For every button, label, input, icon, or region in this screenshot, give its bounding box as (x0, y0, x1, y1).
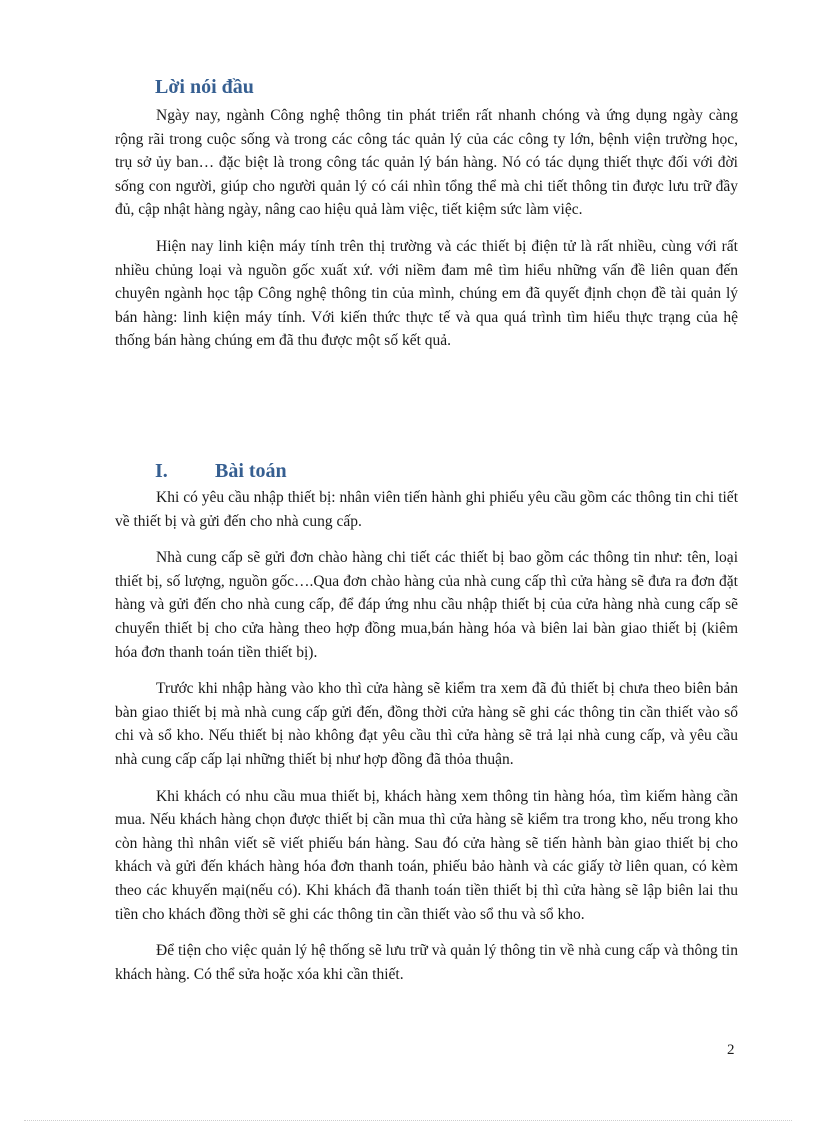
problem-heading-title: Bài toán (215, 460, 287, 482)
preface-section (115, 104, 738, 366)
preface-heading: Lời nói đầu (155, 76, 254, 98)
problem-heading-number: I. (155, 460, 168, 482)
problem-section (115, 486, 738, 999)
problem-paragraph: Khi có yêu cầu nhập thiết bị: nhân viên tiến hành ghi phiếu yêu cầu gồm các thông tin chi tiết về thiết bị và gửi đến cho nhà cung cấp. (115, 489, 738, 530)
problem-paragraph: Nhà cung cấp sẽ gửi đơn chào hàng chi tiết các thiết bị bao gồm các thông tin như: tên, loại thiết bị, số lượng, nguồn gốc….Qua đơn chào hàng của nhà cung cấp thì cửa hàng sẽ đưa ra đơn đặt hàng và gửi đến cho nhà cung cấp, để đáp ứng nhu cầu nhập thiết bị của cửa hàng nhà cung cấp sẽ chuyển thiết bị cho cửa hàng theo hợp đồng mua,bán hàng hóa và biên lai bàn giao thiết bị (kiêm hóa đơn thanh toán tiền thiết bị). (115, 549, 738, 661)
preface-paragraph: Ngày nay, ngành Công nghệ thông tin phát triển rất nhanh chóng và ứng dụng ngày càng rộng rãi trong cuộc sống và trong các công tác quản lý của các công ty lớn, bệnh viện trường học, trụ sở ủy ban… đặc biệt là trong công tác quản lý bán hàng. Nó có tác dụng thiết thực đối với đời sống con người, giúp cho người quản lý có cái nhìn tổng thể mà chi tiết thông tin được lưu trữ đầy đủ, cập nhật hàng ngày, nâng cao hiệu quả làm việc, tiết kiệm sức làm việc. (115, 107, 738, 219)
preface-paragraph: Hiện nay linh kiện máy tính trên thị trường và các thiết bị điện tử là rất nhiều, cùng với rất nhiều chủng loại và nguồn gốc xuất xứ. với niềm đam mê tìm hiểu những vấn đề liên quan đến chuyên ngành học tập Công nghệ thông tin của mình, chúng em đã quyết định chọn đề tài quản lý bán hàng: linh kiện máy tính. Với kiến thức thực tế và qua quá trình tìm hiểu thực trạng của hệ thống bán hàng chúng em đã thu được một số kết quả. (115, 237, 738, 350)
problem-paragraph: Khi khách có nhu cầu mua thiết bị, khách hàng xem thông tin hàng hóa, tìm kiếm hàng cần mua. Nếu khách hàng chọn được thiết bị cần mua thì cửa hàng sẽ kiểm tra trong kho, nếu trong kho còn hàng thì nhân viết sẽ viết phiếu bán hàng. Sau đó cửa hàng sẽ tiến hành bàn giao thiết bị cho khách và gửi đến khách hàng hóa đơn thanh toán, phiếu bảo hành và các giấy tờ liên quan, có kèm theo các khuyến mại(nếu có). Khi khách đã thanh toán tiền thiết bị thì cửa hàng sẽ lập biên lai thu tiền cho khách đồng thời sẽ ghi các thông tin cần thiết vào sổ thu và sổ kho. (115, 787, 738, 923)
page-divider (24, 1120, 792, 1121)
problem-paragraph: Trước khi nhập hàng vào kho thì cửa hàng sẽ kiểm tra xem đã đủ thiết bị chưa theo biên bản bàn giao thiết bị mà nhà cung cấp gửi đến, đồng thời cửa hàng sẽ ghi các thông tin cần thiết vào sổ chi và sổ kho. Nếu thiết bị nào không đạt yêu cầu thì cửa hàng sẽ trả lại nhà cung cấp, và yêu cầu nhà cung cấp cấp lại những thiết bị như hợp đồng đã thỏa thuận. (115, 680, 738, 768)
page-number: 2 (727, 1042, 735, 1058)
problem-paragraph: Để tiện cho việc quản lý hệ thống sẽ lưu trữ và quản lý thông tin về nhà cung cấp và thông tin khách hàng. Có thể sửa hoặc xóa khi cần thiết. (115, 942, 738, 983)
problem-heading (155, 460, 287, 483)
